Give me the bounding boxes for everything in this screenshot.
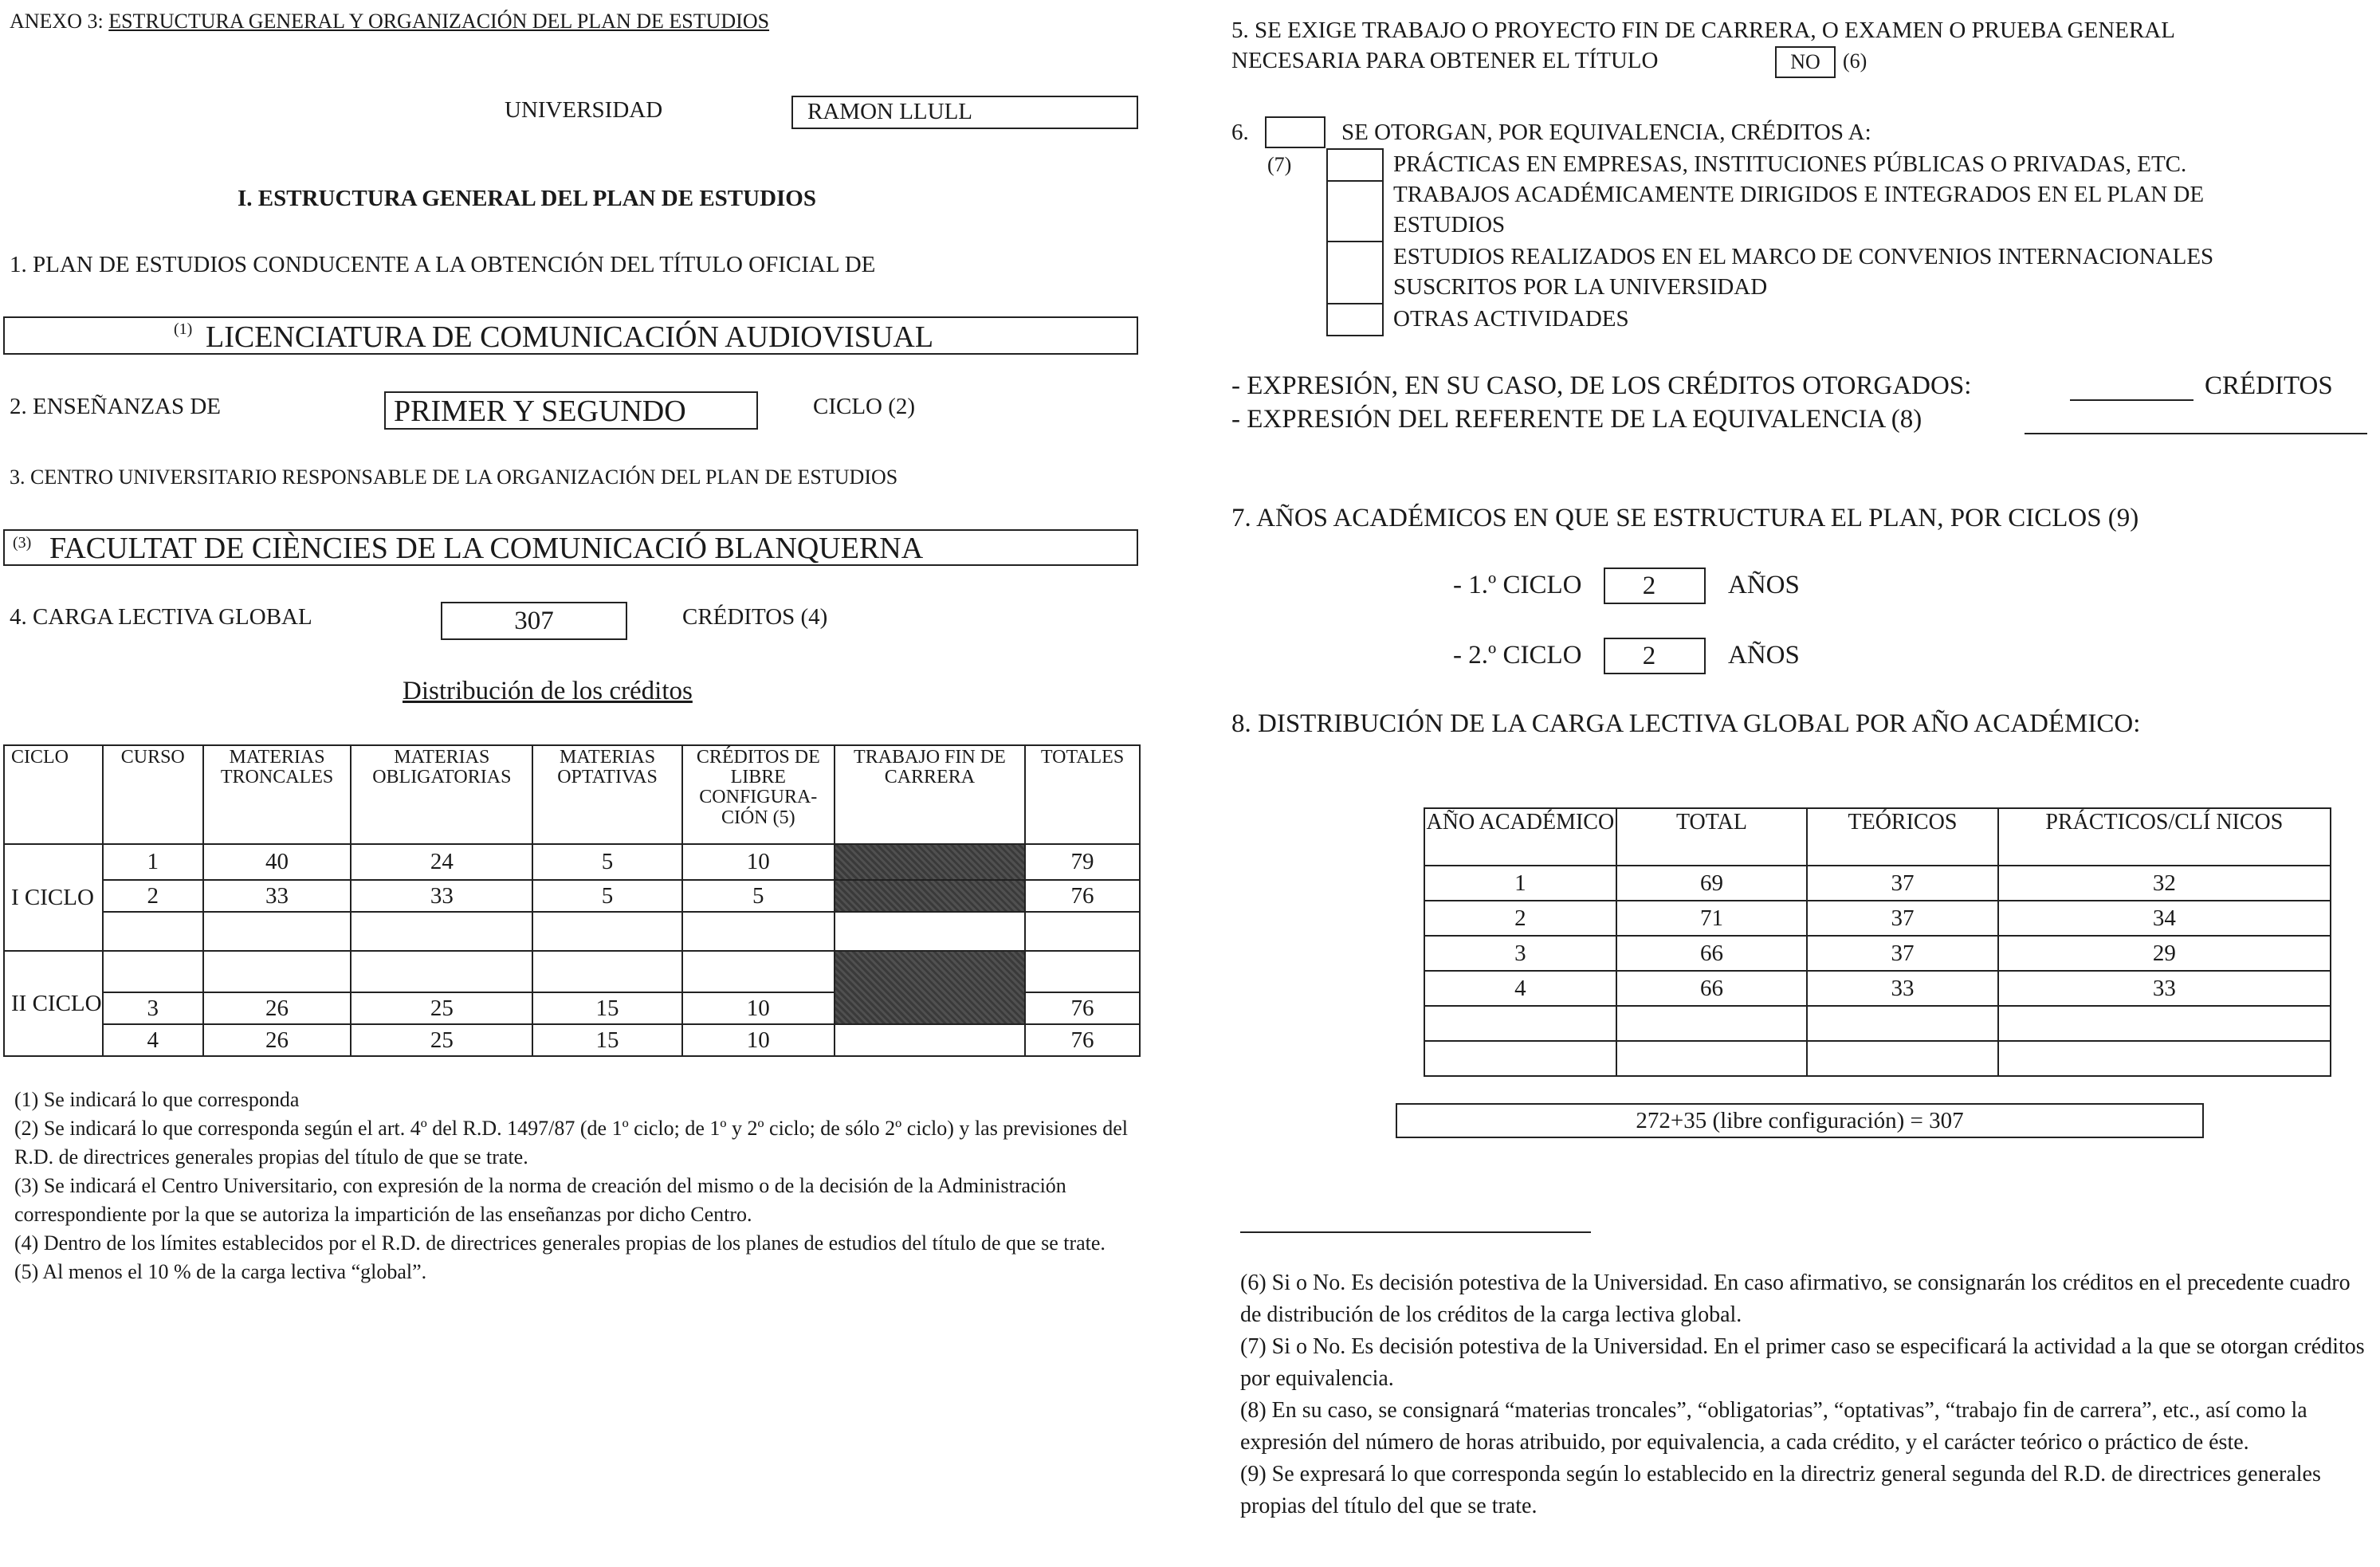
expr1-blank-line (2070, 399, 2193, 401)
option-1: PRÁCTICAS EN EMPRESAS, INSTITUCIONES PÚBLICAS O PRIVADAS, ETC. (1393, 151, 2187, 177)
section-title: I. ESTRUCTURA GENERAL DEL PLAN DE ESTUDIOS (238, 186, 816, 211)
footnote-6: (6) Si o No. Es decisión potestiva de la Universidad. En caso afirmativo, se consignarán los créditos en el precedente cuadro de distribución de los créditos de la carga lectiva global. (1240, 1270, 2351, 1327)
footnote-3: (3) Se indicará el Centro Universitario, con expresión de la norma de creación del mismo o de la decisión de la Administración correspondiente por la que se autoriza la impartición de las enseñanzas por dicho Centro. (14, 1174, 1066, 1226)
credits-table-header (4, 745, 1140, 844)
expr1-suffix: CRÉDITOS (2205, 371, 2333, 400)
expr1-label: - EXPRESIÓN, EN SU CASO, DE LOS CRÉDITOS OTORGADOS: (1231, 371, 1972, 400)
table-row (1424, 866, 2331, 901)
cell-ano (1424, 1006, 1616, 1041)
footnote-5: (5) Al menos el 10 % de la carga lectiva “global”. (14, 1260, 427, 1283)
item3-label: 3. CENTRO UNIVERSITARIO RESPONSABLE DE LA ORGANIZACIÓN DEL PLAN DE ESTUDIOS (10, 465, 898, 489)
year-table (1424, 807, 2331, 1077)
table-row (1424, 1006, 2331, 1041)
total-credits-value: 272+35 (libre configuración) = 307 (1636, 1108, 1964, 1133)
header-libre: CRÉDITOS DE LIBRE CONFIGURA-CIÓN (5) (682, 745, 835, 844)
header-practicos: PRÁCTICOS/CLÍ NICOS (1998, 808, 2331, 866)
table-row (4, 844, 1140, 880)
footnote-9: (9) Se expresará lo que corresponda según lo establecido en la directriz general segunda del R.D. de directrices generales propias del título del que se trate. (1240, 1462, 2321, 1518)
cell-curso (103, 951, 203, 992)
cell-practicos (1998, 1006, 2331, 1041)
annex-title: ESTRUCTURA GENERAL Y ORGANIZACIÓN DEL PLAN DE ESTUDIOS (108, 10, 770, 33)
header-curso: CURSO (103, 745, 203, 844)
cell-obligatorias: 24 (351, 844, 532, 880)
table-row (1424, 936, 2331, 971)
option-checkbox-3 (1326, 241, 1384, 304)
option-2a: TRABAJOS ACADÉMICAMENTE DIRIGIDOS E INTEGRADOS EN EL PLAN DE (1393, 182, 2205, 207)
ciclo2-box (1604, 638, 1706, 674)
cell-teoricos: 37 (1807, 901, 1998, 936)
table-row (4, 880, 1140, 912)
cell-optativas (532, 912, 682, 951)
header-obligatorias: MATERIAS OBLIGATORIAS (351, 745, 532, 844)
table-row (1424, 901, 2331, 936)
item6-title: SE OTORGAN, POR EQUIVALENCIA, CRÉDITOS A: (1341, 120, 1871, 145)
cell-practicos: 29 (1998, 936, 2331, 971)
cell-trabajo-shaded (835, 844, 1025, 880)
ciclo2-label: - 2.º CICLO (1453, 641, 1582, 670)
item4-suffix: CRÉDITOS (4) (682, 604, 828, 630)
right-footnotes (1240, 1267, 2368, 1522)
cell-ano: 4 (1424, 971, 1616, 1006)
year-table-header (1424, 808, 2331, 866)
cell-optativas: 15 (532, 1024, 682, 1056)
table-row (1424, 1041, 2331, 1076)
cell-practicos: 34 (1998, 901, 2331, 936)
centro-value: FACULTAT DE CIÈNCIES DE LA COMUNICACIÓ BLANQUERNA (49, 532, 924, 565)
annex-prefix: ANEXO 3: (10, 10, 109, 33)
item8-label: 8. DISTRIBUCIÓN DE LA CARGA LECTIVA GLOBAL POR AÑO ACADÉMICO: (1231, 709, 2141, 738)
cell-totales: 76 (1025, 880, 1140, 912)
cell-total: 69 (1616, 866, 1807, 901)
universidad-label: UNIVERSIDAD (505, 97, 663, 123)
cell-ano: 2 (1424, 901, 1616, 936)
cell-teoricos: 37 (1807, 936, 1998, 971)
footnote-separator (1240, 1231, 1591, 1233)
cell-troncales: 26 (203, 1024, 352, 1056)
annex-heading (10, 10, 769, 33)
item2-suffix: CICLO (2) (813, 394, 916, 419)
expr2-label: - EXPRESIÓN DEL REFERENTE DE LA EQUIVALENCIA (8) (1231, 405, 1922, 434)
header-ciclo: CICLO (4, 745, 103, 844)
centro-mark: (3) (13, 534, 32, 552)
footnote-2: (2) Se indicará lo que corresponda según el art. 4º del R.D. 1497/87 (de 1º ciclo; de 1º y 2º ciclo; de sólo 2º ciclo) y las previsiones del R.D. de directrices generales propias del título de que se trate. (14, 1117, 1128, 1168)
header-ano: AÑO ACADÉMICO (1424, 808, 1616, 866)
option-3a: ESTUDIOS REALIZADOS EN EL MARCO DE CONVENIOS INTERNACIONALES (1393, 244, 2214, 269)
cell-ano: 3 (1424, 936, 1616, 971)
total-credits-box (1396, 1103, 2204, 1138)
cell-practicos: 32 (1998, 866, 2331, 901)
cell-totales (1025, 912, 1140, 951)
cell-libre (682, 951, 835, 992)
cell-totales: 79 (1025, 844, 1140, 880)
ciclo1-box (1604, 567, 1706, 604)
header-optativas: MATERIAS OPTATIVAS (532, 745, 682, 844)
ciclo1-value: 2 (1642, 571, 1656, 600)
cell-optativas: 5 (532, 880, 682, 912)
cell-teoricos (1807, 1041, 1998, 1076)
left-footnotes (14, 1086, 1138, 1286)
item7-label: 7. AÑOS ACADÉMICOS EN QUE SE ESTRUCTURA EL PLAN, POR CICLOS (9) (1231, 504, 2139, 532)
cell-libre: 10 (682, 844, 835, 880)
item5-line1: 5. SE EXIGE TRABAJO O PROYECTO FIN DE CARRERA, O EXAMEN O PRUEBA GENERAL (1231, 18, 2175, 43)
credits-table (3, 744, 1141, 1057)
ensenanzas-box (384, 391, 758, 430)
cell-curso: 4 (103, 1024, 203, 1056)
cell-trabajo-shaded (835, 880, 1025, 912)
ciclo1-label: - 1.º CICLO (1453, 571, 1582, 599)
cell-curso: 1 (103, 844, 203, 880)
ciclo-1-label: I CICLO (4, 844, 103, 951)
cell-curso (103, 912, 203, 951)
cell-trabajo (835, 912, 1025, 951)
option-3b: SUSCRITOS POR LA UNIVERSIDAD (1393, 274, 1768, 300)
cell-obligatorias (351, 951, 532, 992)
expr2-blank-line (2025, 433, 2367, 434)
header-trabajo: TRABAJO FIN DE CARRERA (835, 745, 1025, 844)
option-checkbox-1 (1326, 148, 1384, 182)
table-row (4, 912, 1140, 951)
cell-trabajo-shaded (835, 951, 1025, 1024)
cell-obligatorias: 25 (351, 1024, 532, 1056)
cell-troncales (203, 951, 352, 992)
header-troncales: MATERIAS TRONCALES (203, 745, 352, 844)
cell-ano (1424, 1041, 1616, 1076)
ensenanzas-value: PRIMER Y SEGUNDO (394, 395, 686, 428)
header-teoricos: TEÓRICOS (1807, 808, 1998, 866)
cell-troncales: 40 (203, 844, 352, 880)
option-checkbox-4 (1326, 303, 1384, 336)
table-row (4, 1024, 1140, 1056)
item5-box (1775, 46, 1836, 78)
cell-practicos (1998, 1041, 2331, 1076)
item1-label: 1. PLAN DE ESTUDIOS CONDUCENTE A LA OBTENCIÓN DEL TÍTULO OFICIAL DE (10, 252, 876, 277)
cell-libre: 5 (682, 880, 835, 912)
cell-teoricos: 33 (1807, 971, 1998, 1006)
cell-obligatorias: 25 (351, 992, 532, 1024)
carga-value: 307 (514, 607, 554, 635)
cell-totales: 76 (1025, 992, 1140, 1024)
cell-total (1616, 1041, 1807, 1076)
titulo-box (3, 316, 1138, 355)
titulo-mark: (1) (174, 320, 193, 338)
cell-optativas (532, 951, 682, 992)
item5-suffix: (6) (1843, 49, 1867, 73)
centro-box (3, 529, 1138, 566)
carga-box (441, 602, 627, 640)
distribucion-title: Distribución de los créditos (403, 677, 693, 705)
cell-trabajo (835, 1024, 1025, 1056)
item6-num: 6. (1231, 120, 1249, 145)
cell-teoricos (1807, 1006, 1998, 1041)
cell-totales (1025, 951, 1140, 992)
cell-ano: 1 (1424, 866, 1616, 901)
cell-total (1616, 1006, 1807, 1041)
footnote-8: (8) En su caso, se consignará “materias troncales”, “obligatorias”, “optativas”, “trabajo fin de carrera”, etc., así como la expresión del número de horas atribuido, por equivalencia, a cada crédito, y el carácter teórico o práctico de éste. (1240, 1398, 2307, 1455)
item5-value: NO (1790, 50, 1820, 73)
footnote-4: (4) Dentro de los límites establecidos por el R.D. de directrices generales propias de los planes de estudios del título de que se trate. (14, 1231, 1106, 1255)
table-row (1424, 971, 2331, 1006)
item4-label: 4. CARGA LECTIVA GLOBAL (10, 604, 312, 630)
cell-obligatorias: 33 (351, 880, 532, 912)
universidad-box (791, 96, 1138, 129)
option-checkbox-2 (1326, 180, 1384, 242)
cell-troncales (203, 912, 352, 951)
header-totales: TOTALES (1025, 745, 1140, 844)
item5-line2: NECESARIA PARA OBTENER EL TÍTULO (1231, 48, 1659, 73)
cell-libre (682, 912, 835, 951)
cell-libre: 10 (682, 992, 835, 1024)
cell-troncales: 26 (203, 992, 352, 1024)
cell-optativas: 5 (532, 844, 682, 880)
cell-troncales: 33 (203, 880, 352, 912)
cell-libre: 10 (682, 1024, 835, 1056)
cell-obligatorias (351, 912, 532, 951)
footnote-1: (1) Se indicará lo que corresponda (14, 1088, 300, 1111)
cell-totales: 76 (1025, 1024, 1140, 1056)
ciclo-2-label: II CICLO (4, 951, 103, 1056)
cell-curso: 2 (103, 880, 203, 912)
option-4: OTRAS ACTIVIDADES (1393, 306, 1629, 332)
universidad-value: RAMON LLULL (807, 99, 973, 124)
cell-total: 66 (1616, 936, 1807, 971)
cell-practicos: 33 (1998, 971, 2331, 1006)
option-2b: ESTUDIOS (1393, 212, 1506, 238)
cell-total: 66 (1616, 971, 1807, 1006)
table-row (4, 951, 1140, 992)
ciclo2-anos: AÑOS (1728, 641, 1800, 670)
footnote-7: (7) Si o No. Es decisión potestiva de la Universidad. En el primer caso se especificará la actividad a la que se otorgan créditos por equivalencia. (1240, 1334, 2365, 1391)
titulo-value: LICENCIATURA DE COMUNICACIÓN AUDIOVISUAL (206, 320, 934, 354)
cell-teoricos: 37 (1807, 866, 1998, 901)
cell-optativas: 15 (532, 992, 682, 1024)
item6-mark: (7) (1267, 153, 1292, 176)
item6-checkbox (1265, 116, 1325, 148)
cell-curso: 3 (103, 992, 203, 1024)
ciclo1-anos: AÑOS (1728, 571, 1800, 599)
header-total: TOTAL (1616, 808, 1807, 866)
cell-total: 71 (1616, 901, 1807, 936)
item2-label: 2. ENSEÑANZAS DE (10, 394, 222, 419)
ciclo2-value: 2 (1642, 642, 1656, 670)
